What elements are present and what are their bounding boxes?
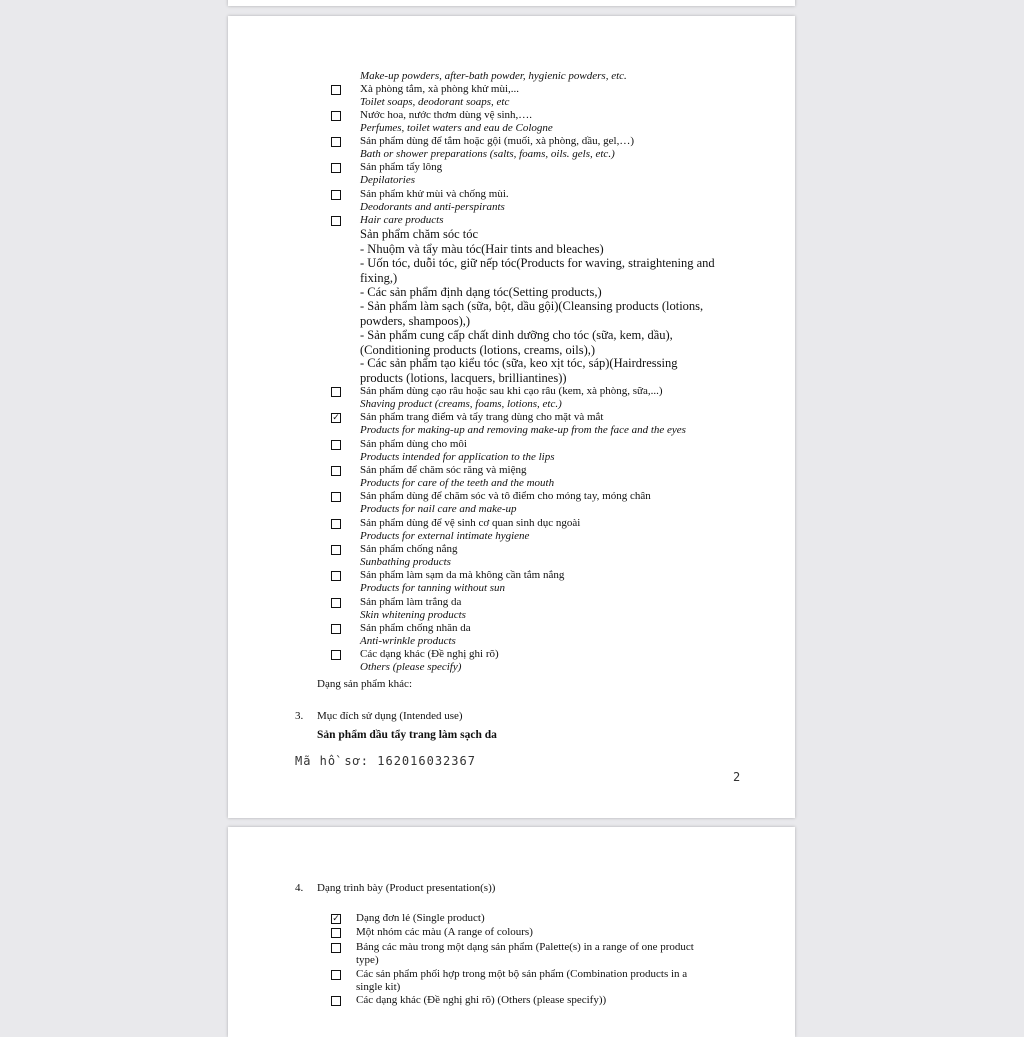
item-en: Bath or shower preparations (salts, foams, oils. gels, etc.) xyxy=(360,148,615,160)
item-vi: Sản phẩm khử mùi và chống mùi. xyxy=(360,188,509,200)
previous-page-edge xyxy=(228,0,795,6)
hair-line: - Sản phẩm làm sạch (sữa, bột, dầu gội)(Cleansing products (lotions, powders, shampoos),) xyxy=(360,299,704,328)
item-vi: Sản phẩm tẩy lông xyxy=(360,161,443,173)
item-en: Products for care of the teeth and the mouth xyxy=(360,477,555,489)
checkbox[interactable] xyxy=(331,650,341,660)
item-vi: Sản phẩm dùng cạo râu hoặc sau khi cạo râu (kem, xà phòng, sữa,...) xyxy=(360,385,663,397)
item-en: Products for nail care and make-up xyxy=(360,503,517,515)
section-3-title: Mục đích sử dụng (Intended use) xyxy=(317,710,463,722)
checkbox[interactable] xyxy=(331,163,341,173)
item-vi: Sản phẩm dùng để chăm sóc và tô điểm cho móng tay, móng chân xyxy=(360,490,651,502)
checkbox[interactable] xyxy=(331,190,341,200)
item-vi: Nước hoa, nước thơm dùng vệ sinh,…. xyxy=(360,109,533,121)
item-en: Products for external intimate hygiene xyxy=(360,530,530,542)
checkbox[interactable] xyxy=(331,519,341,529)
item-en: Products for making-up and removing make-up from the face and the eyes xyxy=(360,424,686,436)
file-code: Mã hồ sơ: 162016032367 xyxy=(295,754,476,768)
checkbox-checked[interactable]: ✓ xyxy=(332,914,340,924)
item-en: Perfumes, toilet waters and eau de Cologne xyxy=(360,122,553,134)
item-vi: Các dạng khác (Đề nghị ghi rõ) xyxy=(360,648,499,660)
hair-line: - Các sản phẩm định dạng tóc(Setting products,) xyxy=(360,285,602,299)
presentation-option: Một nhóm các màu (A range of colours) xyxy=(356,926,533,938)
item-en: Anti-wrinkle products xyxy=(360,635,456,647)
checkbox[interactable] xyxy=(331,598,341,608)
hair-line: - Sản phẩm cung cấp chất dinh dưỡng cho tóc (sữa, kem, dầu),(Conditioning products (lotions, creams, oils),) xyxy=(360,328,673,357)
presentation-option: Dạng đơn lẻ (Single product) xyxy=(356,912,485,924)
hair-care-title: Hair care products xyxy=(360,214,444,226)
document-page-3 xyxy=(228,827,795,1037)
item-en: Shaving product (creams, foams, lotions, etc.) xyxy=(360,398,562,410)
checkbox[interactable] xyxy=(331,928,341,938)
item-en: Sunbathing products xyxy=(360,556,451,568)
item-vi: Sản phẩm làm trắng da xyxy=(360,596,462,608)
checkbox[interactable] xyxy=(331,111,341,121)
page-number: 2 xyxy=(733,770,742,784)
checkbox[interactable] xyxy=(331,996,341,1006)
checkbox[interactable] xyxy=(331,85,341,95)
item-vi: Sản phẩm dùng để vệ sinh cơ quan sinh dục ngoài xyxy=(360,517,581,529)
checkbox[interactable] xyxy=(331,545,341,555)
checkbox[interactable] xyxy=(331,137,341,147)
item-en: Depilatories xyxy=(360,174,415,186)
item-vi: Sản phẩm làm sạm da mà không cần tắm nắng xyxy=(360,569,565,581)
checkbox-checked[interactable]: ✓ xyxy=(332,413,340,423)
checkbox[interactable] xyxy=(331,970,341,980)
item-vi: Sản phẩm trang điểm và tẩy trang dùng cho mặt và mắt xyxy=(360,411,604,423)
checkbox[interactable] xyxy=(331,440,341,450)
item-en: Skin whitening products xyxy=(360,609,466,621)
checkbox[interactable] xyxy=(331,624,341,634)
section-4-title: Dạng trình bày (Product presentation(s)) xyxy=(317,882,496,894)
presentation-option: Các sản phẩm phối hợp trong một bộ sản phẩm (Combination products in a single kit) xyxy=(356,968,688,993)
item-vi: Sản phẩm dùng cho môi xyxy=(360,438,467,450)
item-vi: Xà phòng tắm, xà phòng khử mùi,... xyxy=(360,83,520,95)
item-en: Deodorants and anti-perspirants xyxy=(360,201,505,213)
hair-line: - Uốn tóc, duỗi tóc, giữ nếp tóc(Products for waving, straightening and fixing,) xyxy=(360,256,715,285)
item-en: Others (please specify) xyxy=(360,661,462,673)
section-4-number: 4. xyxy=(295,882,304,894)
item-vi: Sản phẩm dùng để tắm hoặc gội (muối, xà phòng, dầu, gel,…) xyxy=(360,135,635,147)
lead-text: Make-up powders, after-bath powder, hygienic powders, etc. xyxy=(360,70,627,82)
item-vi: Sản phẩm chống nắng xyxy=(360,543,458,555)
item-en: Products for tanning without sun xyxy=(360,582,506,594)
checkbox[interactable] xyxy=(331,216,341,226)
item-vi: Sản phẩm để chăm sóc răng và miệng xyxy=(360,464,527,476)
intended-use-value: Sản phẩm dầu tẩy trang làm sạch da xyxy=(317,729,497,741)
checkbox[interactable] xyxy=(331,466,341,476)
hair-line: Sản phẩm chăm sóc tóc xyxy=(360,227,479,241)
checkbox[interactable] xyxy=(331,943,341,953)
document-page-2 xyxy=(228,16,795,818)
item-en: Toilet soaps, deodorant soaps, etc xyxy=(360,96,510,108)
other-product-label: Dạng sản phẩm khác: xyxy=(317,678,412,690)
hair-line: - Nhuộm và tẩy màu tóc(Hair tints and bleaches) xyxy=(360,242,604,256)
item-vi: Sản phẩm chống nhăn da xyxy=(360,622,471,634)
presentation-option: Bảng các màu trong một dạng sản phẩm (Palette(s) in a range of one product type) xyxy=(356,941,694,966)
checkbox[interactable] xyxy=(331,492,341,502)
presentation-option: Các dạng khác (Đề nghị ghi rõ) (Others (please specify)) xyxy=(356,994,607,1006)
checkbox[interactable] xyxy=(331,571,341,581)
item-en: Products intended for application to the lips xyxy=(360,451,555,463)
hair-line: - Các sản phẩm tạo kiểu tóc (sữa, keo xịt tóc, sáp)(Hairdressing products (lotions, lacquers, brilliantines)) xyxy=(360,356,678,385)
checkbox[interactable] xyxy=(331,387,341,397)
section-3-number: 3. xyxy=(295,710,304,722)
